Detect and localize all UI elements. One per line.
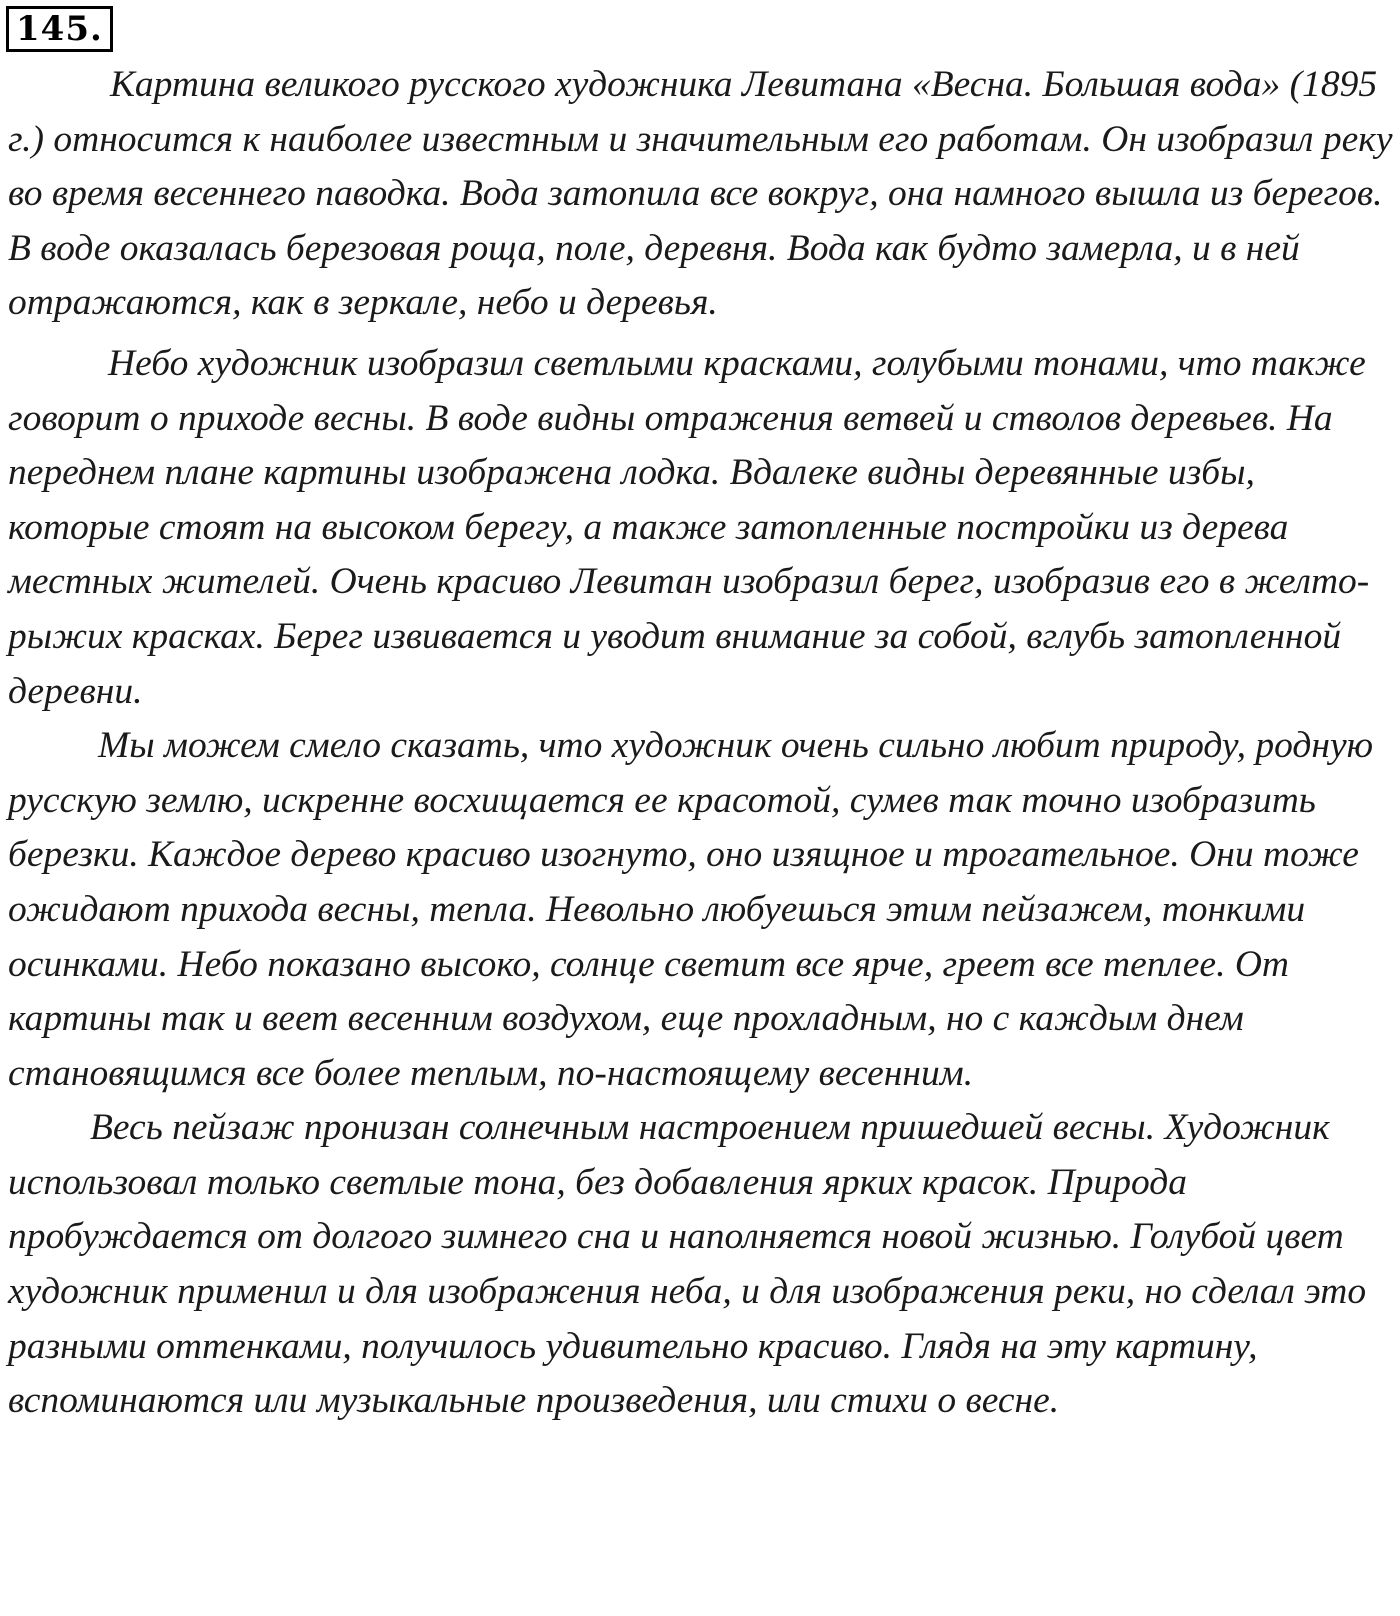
paragraph-1: Картина великого русского художника Левитана «Весна. Большая вода» (1895 г.) относится к наиболее известным и значительным его работам. Он изобразил реку во время весеннего паводка. Вода затопила все вокруг, она намного вышла из берегов. В воде оказалась березовая роща, поле, деревня. Вода как будто замерла, и в ней отражаются, как в зеркале, небо и деревья. xyxy=(8,64,1393,324)
exercise-number-box: 145. xyxy=(6,6,113,52)
paragraph-2: Небо художник изобразил светлыми красками, голубыми тонами, что также говорит о приходе весны. В воде видны отражения ветвей и стволов деревьев. На переднем плане картины изображена лодка. Вдалеке видны деревянные избы, которые стоят на высоком берегу, а также затопленные постройки из дерева местных жителей. Очень красиво Левитан изобразил берег, изобразив его в желто-рыжих красках. Берег извивается и уводит внимание за собой, вглубь затопленной деревни. xyxy=(8,342,1370,712)
paragraph-3: Мы можем смело сказать, что художник очень сильно любит природу, родную русскую землю, искренне восхищается ее красотой, сумев так точно изобразить березки. Каждое дерево красиво изогнуто, оно изящное и трогательное. Они тоже ожидают прихода весны, тепла. Невольно любуешься этим пейзажем, тонкими осинками. Небо показано высоко, солнце светит все ярче, греет все теплее. От картины так и веет весенним воздухом, еще прохладным, но с каждым днем становящимся все более теплым, по-настоящему весенним. xyxy=(8,725,1374,1094)
paragraph-4: Весь пейзаж пронизан солнечным настроением пришедшей весны. Художник использовал только светлые тона, без добавления ярких красок. Природа пробуждается от долгого зимнего сна и наполняется новой жизнью. Голубой цвет художник применил и для изображения неба, и для изображения реки, но сделал это разными оттенками, получилось удивительно красиво. Глядя на эту картину, вспоминаются или музыкальные произведения, или стихи о весне. xyxy=(8,1107,1367,1422)
essay-text xyxy=(8,58,1396,1429)
